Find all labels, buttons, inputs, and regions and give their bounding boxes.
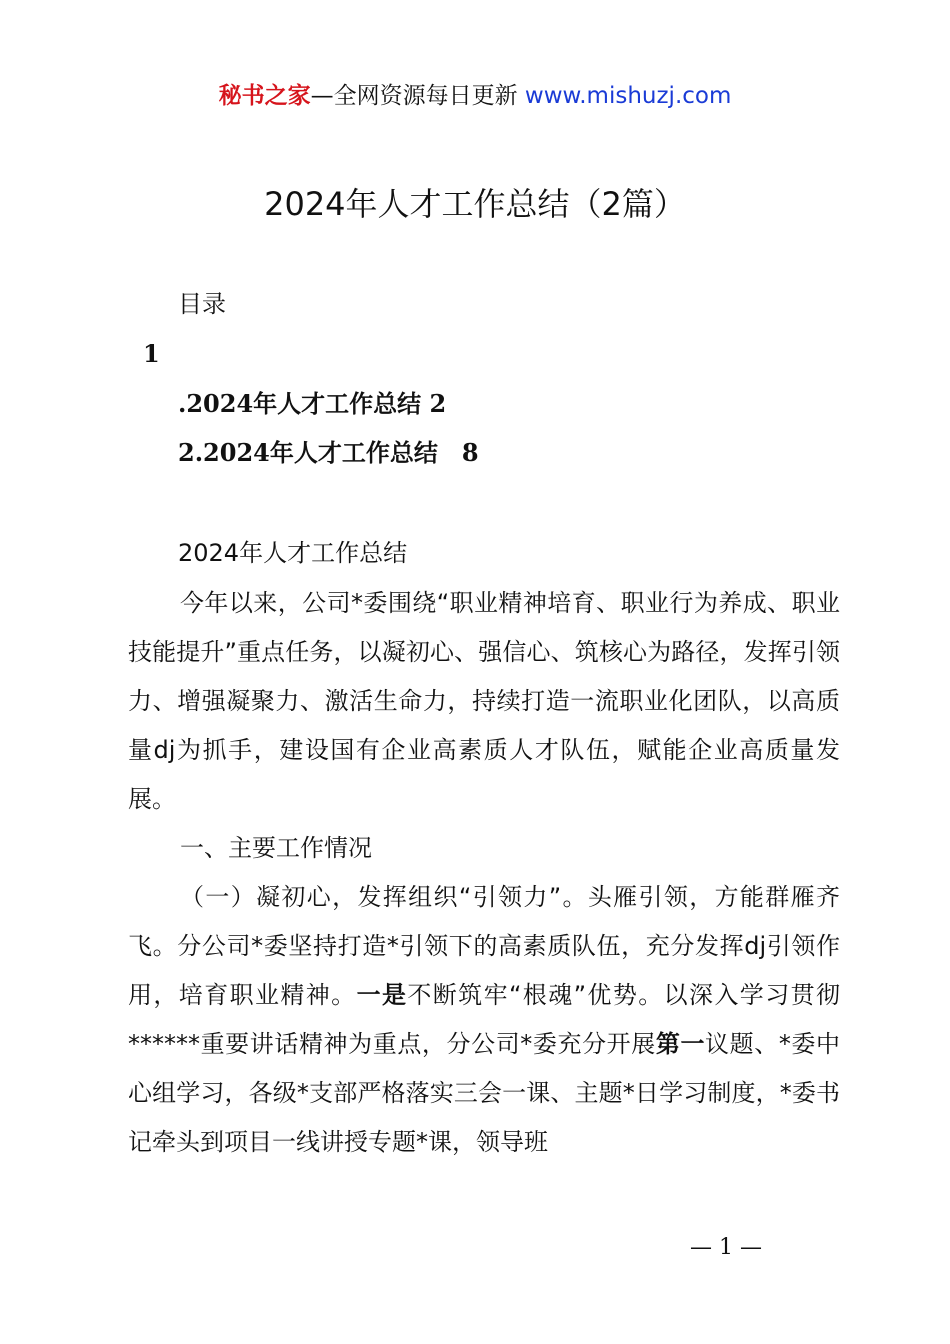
section-heading: 一、主要工作情况 — [180, 834, 372, 862]
document-title: 2024年人才工作总结（2篇） — [264, 185, 686, 223]
article-body — [128, 579, 840, 1167]
toc-number: 1 — [143, 339, 160, 368]
paragraph-intro: 今年以来，公司*委围绕“职业精神培育、职业行为养成、职业技能提升”重点任务，以凝初心、强信心、筑核心为路径，发挥引领力、增强凝聚力、激活生命力，持续打造一流职业化团队，以高质量dj为抓手，建设国有企业高素质人才队伍，赋能企业高质量发展。 — [128, 589, 840, 813]
banner-url[interactable]: www.mishuzj.com — [524, 83, 732, 109]
toc-item-1[interactable]: .2024年人才工作总结 2 — [178, 389, 447, 418]
banner-brand: 秘书之家 — [218, 83, 311, 109]
banner-tagline: —全网资源每日更新 — [310, 83, 525, 109]
paragraph-text-a: （一）凝初心，发挥组织“引领力”。头雁引领，方能群雁齐飞。分公司*委坚持打造*引领下的高素质队伍，充分发挥dj引领作用，培育职业精神。 — [128, 883, 840, 1009]
article-heading: 2024年人才工作总结 — [178, 539, 408, 567]
toc-heading: 目录 — [178, 290, 226, 318]
emphasis-yishi: 一是 — [356, 981, 408, 1009]
page-number: — 1 — — [690, 1235, 762, 1260]
site-banner — [0, 80, 950, 112]
toc-item-2[interactable]: 2.2024年人才工作总结 8 — [178, 438, 479, 467]
paragraph-section-1 — [128, 873, 840, 1167]
paragraph-text-c: 不断筑牢“根魂”优势。以深入学习贯彻******重要讲话精神为重点，分公司*委充分开展 — [128, 981, 840, 1058]
paragraph-text-d: 议题、*委中心组学习，各级*支部严格落实三会一课、主题*日学习制度，*委书记牵头到项目一线讲授专题*课，领导班 — [128, 1030, 841, 1156]
emphasis-diyi: 第一 — [655, 1030, 706, 1058]
